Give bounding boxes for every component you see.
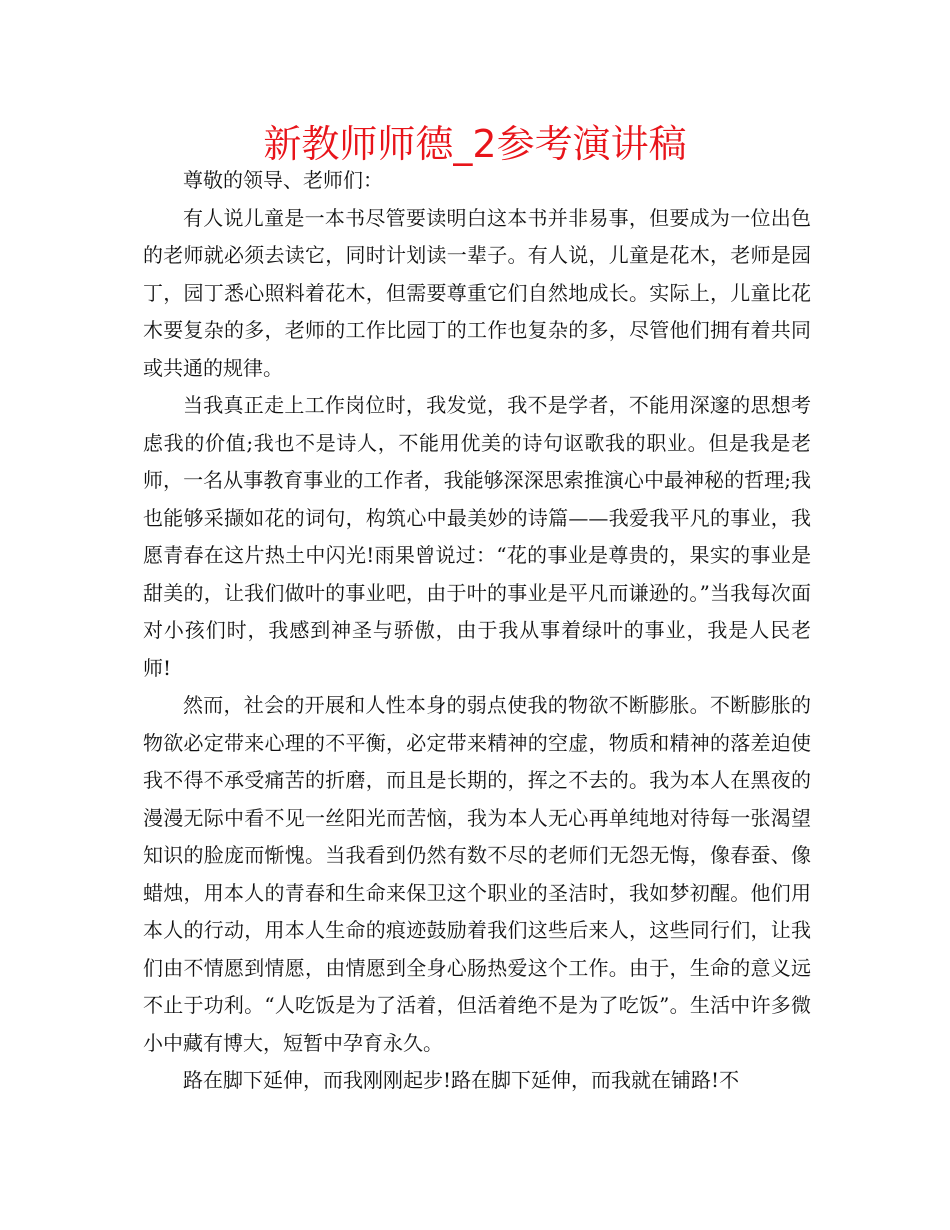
paragraph-1: 有人说儿童是一本书尽管要读明白这本书并非易事，但要成为一位出色的老师就必须去读它，同时计划读一辈子。有人说，儿童是花木，老师是园丁，园丁悉心照料着花木，但需要尊重它们自然地成长。实际上，儿童比花木要复杂的多，老师的工作比园丁的工作也复杂的多，尽管他们拥有着共同或共通的规律。: [143, 205, 811, 380]
paragraph-3: 然而，社会的开展和人性本身的弱点使我的物欲不断膨胀。不断膨胀的物欲必定带来心理的不平衡，必定带来精神的空虚，物质和精神的落差迫使我不得不承受痛苦的折磨，而且是长期的，挥之不去的。我为本人在黑夜的漫漫无际中看不见一丝阳光而苦恼，我为本人无心再单纯地对待每一张渴望知识的脸庞而惭愧。当我看到仍然有数不尽的老师们无怨无悔，像春蚕、像蜡烛，用本人的青春和生命来保卫这个职业的圣洁时，我如梦初醒。他们用本人的行动，用本人生命的痕迹鼓励着我们这些后来人，这些同行们，让我们由不情愿到情愿，由情愿到全身心肠热爱这个工作。由于，生命的意义远不止于功利。“人吃饭是为了活着，但活着绝不是为了吃饭”。生活中许多微小中藏有博大，短暂中孕育永久。: [143, 693, 811, 1055]
salutation: 尊敬的领导、老师们：: [183, 168, 383, 192]
paragraph-2: 当我真正走上工作岗位时，我发觉，我不是学者，不能用深邃的思想考虑我的价值;我也不是诗人，不能用优美的诗句讴歌我的职业。但是我是老师，一名从事教育事业的工作者，我能够深深思索推演心中最神秘的哲理;我也能够采撷如花的词句，构筑心中最美妙的诗篇——我爱我平凡的事业，我愿青春在这片热土中闪光!雨果曾说过：“花的事业是尊贵的，果实的事业是甜美的，让我们做叶的事业吧，由于叶的事业是平凡而谦逊的。”当我每次面对小孩们时，我感到神圣与骄傲，由于我从事着绿叶的事业，我是人民老师!: [143, 393, 811, 680]
paragraph-4: 路在脚下延伸，而我刚刚起步!路在脚下延伸，而我就在铺路!不: [183, 1068, 740, 1092]
document-body: [143, 162, 811, 1100]
document-title: 新教师师德_2参考演讲稿: [263, 122, 687, 166]
